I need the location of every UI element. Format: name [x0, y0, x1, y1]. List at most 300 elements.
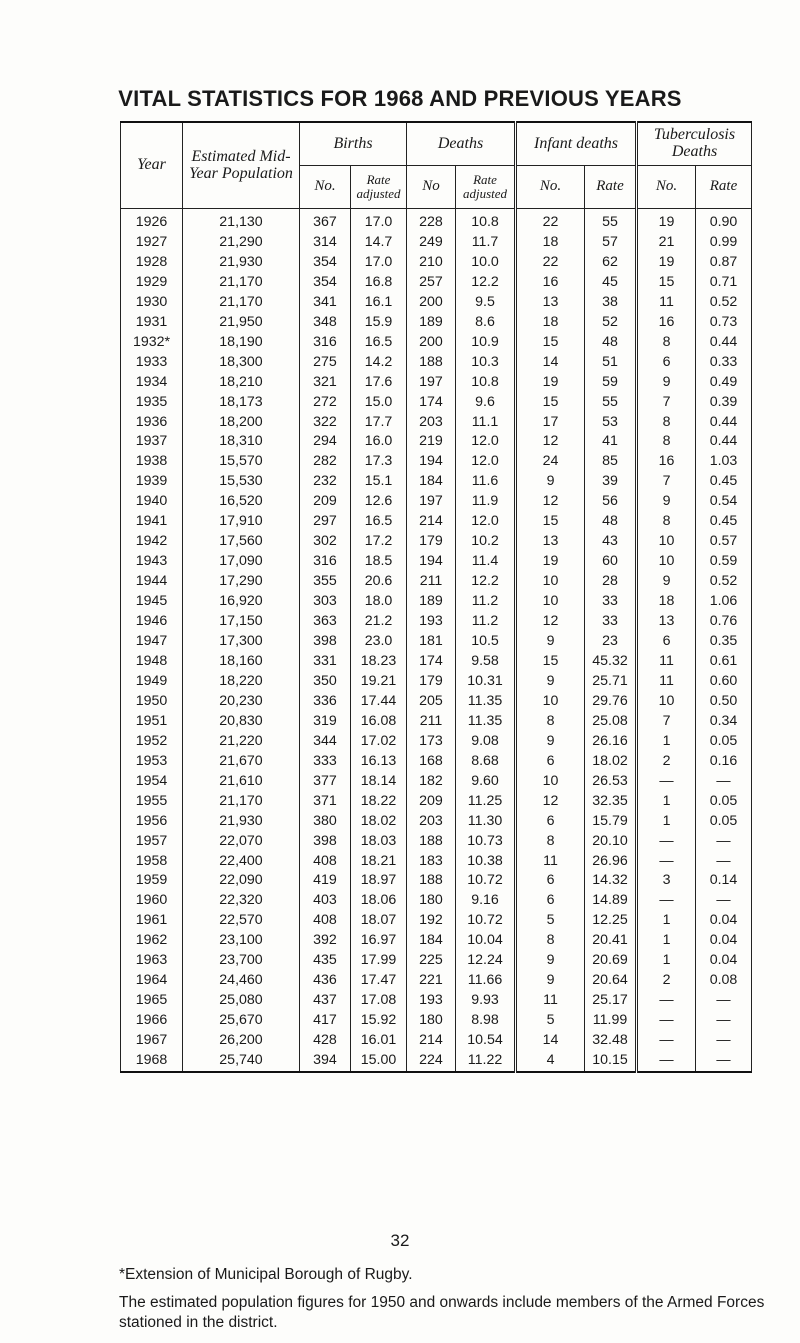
cell-infant-rate: 14.89	[585, 891, 637, 911]
cell-infant-rate: 20.10	[585, 832, 637, 852]
cell-births-rate: 21.2	[351, 612, 407, 632]
cell-infant-rate: 57	[585, 233, 637, 253]
header-births: Births	[300, 122, 407, 166]
cell-tb-no: 18	[637, 592, 696, 612]
cell-tb-no: 9	[637, 572, 696, 592]
cell-year: 1939	[121, 472, 183, 492]
cell-tb-no: 11	[637, 293, 696, 313]
cell-infant-no: 8	[516, 832, 585, 852]
cell-infant-no: 18	[516, 233, 585, 253]
cell-births-rate: 17.2	[351, 532, 407, 552]
cell-births-rate: 15.00	[351, 1051, 407, 1072]
cell-births-rate: 18.02	[351, 812, 407, 832]
table-row	[121, 512, 752, 532]
cell-births-rate: 18.0	[351, 592, 407, 612]
cell-year: 1964	[121, 971, 183, 991]
cell-deaths-no: 174	[407, 652, 456, 672]
cell-year: 1936	[121, 413, 183, 433]
table-row	[121, 991, 752, 1011]
cell-year: 1934	[121, 373, 183, 393]
cell-births-rate: 17.02	[351, 732, 407, 752]
cell-births-rate: 16.97	[351, 931, 407, 951]
table-row	[121, 891, 752, 911]
table-row	[121, 572, 752, 592]
cell-population: 25,080	[183, 991, 300, 1011]
cell-population: 21,170	[183, 792, 300, 812]
cell-population: 20,830	[183, 712, 300, 732]
cell-births-no: 435	[300, 951, 351, 971]
cell-deaths-rate: 10.54	[456, 1031, 516, 1051]
cell-population: 21,220	[183, 732, 300, 752]
table-row	[121, 532, 752, 552]
cell-births-rate: 18.22	[351, 792, 407, 812]
cell-births-rate: 18.97	[351, 871, 407, 891]
cell-deaths-no: 203	[407, 812, 456, 832]
cell-tb-no: 15	[637, 273, 696, 293]
cell-tb-rate: 0.71	[696, 273, 752, 293]
cell-infant-no: 10	[516, 592, 585, 612]
cell-tb-rate: 0.44	[696, 413, 752, 433]
cell-tb-rate: 0.35	[696, 632, 752, 652]
table-row	[121, 712, 752, 732]
cell-infant-rate: 12.25	[585, 911, 637, 931]
cell-population: 15,530	[183, 472, 300, 492]
cell-year: 1935	[121, 393, 183, 413]
cell-deaths-no: 211	[407, 712, 456, 732]
cell-population: 17,290	[183, 572, 300, 592]
cell-tb-rate: 0.16	[696, 752, 752, 772]
cell-infant-rate: 48	[585, 333, 637, 353]
cell-infant-no: 11	[516, 991, 585, 1011]
table-row	[121, 273, 752, 293]
cell-year: 1941	[121, 512, 183, 532]
cell-year: 1966	[121, 1011, 183, 1031]
cell-deaths-no: 219	[407, 432, 456, 452]
cell-deaths-no: 184	[407, 931, 456, 951]
table-row	[121, 692, 752, 712]
cell-infant-rate: 25.08	[585, 712, 637, 732]
cell-population: 18,173	[183, 393, 300, 413]
table-row	[121, 472, 752, 492]
cell-births-no: 331	[300, 652, 351, 672]
cell-births-rate: 17.08	[351, 991, 407, 1011]
cell-population: 26,200	[183, 1031, 300, 1051]
cell-deaths-no: 180	[407, 891, 456, 911]
cell-deaths-no: 188	[407, 871, 456, 891]
cell-tb-rate: 0.87	[696, 253, 752, 273]
table-row	[121, 832, 752, 852]
cell-population: 15,570	[183, 452, 300, 472]
cell-infant-no: 22	[516, 253, 585, 273]
cell-births-rate: 15.9	[351, 313, 407, 333]
cell-infant-no: 6	[516, 891, 585, 911]
cell-tb-no: 1	[637, 911, 696, 931]
cell-births-rate: 18.03	[351, 832, 407, 852]
cell-births-no: 209	[300, 492, 351, 512]
cell-births-no: 408	[300, 852, 351, 872]
cell-deaths-rate: 8.68	[456, 752, 516, 772]
cell-births-rate: 15.1	[351, 472, 407, 492]
cell-tb-rate: 0.14	[696, 871, 752, 891]
cell-population: 21,950	[183, 313, 300, 333]
cell-deaths-no: 184	[407, 472, 456, 492]
cell-infant-rate: 25.17	[585, 991, 637, 1011]
cell-population: 21,170	[183, 273, 300, 293]
cell-deaths-no: 257	[407, 273, 456, 293]
cell-infant-rate: 38	[585, 293, 637, 313]
cell-infant-no: 13	[516, 532, 585, 552]
cell-births-no: 350	[300, 672, 351, 692]
cell-tb-no: 1	[637, 931, 696, 951]
cell-infant-rate: 43	[585, 532, 637, 552]
cell-infant-no: 12	[516, 432, 585, 452]
cell-deaths-rate: 11.1	[456, 413, 516, 433]
page-number: 32	[390, 1231, 410, 1250]
cell-deaths-rate: 10.0	[456, 253, 516, 273]
cell-tb-no: 7	[637, 393, 696, 413]
cell-deaths-rate: 10.9	[456, 333, 516, 353]
header-infant-no: No.	[516, 166, 585, 209]
cell-year: 1967	[121, 1031, 183, 1051]
cell-births-no: 316	[300, 552, 351, 572]
cell-population: 21,170	[183, 293, 300, 313]
cell-births-no: 272	[300, 393, 351, 413]
cell-tb-rate: —	[696, 991, 752, 1011]
cell-births-rate: 20.6	[351, 572, 407, 592]
cell-births-no: 316	[300, 333, 351, 353]
cell-deaths-no: 210	[407, 253, 456, 273]
cell-births-rate: 18.5	[351, 552, 407, 572]
cell-infant-no: 6	[516, 871, 585, 891]
cell-tb-rate: 0.05	[696, 792, 752, 812]
cell-tb-no: 6	[637, 353, 696, 373]
cell-deaths-rate: 10.3	[456, 353, 516, 373]
cell-births-rate: 14.2	[351, 353, 407, 373]
cell-deaths-no: 209	[407, 792, 456, 812]
cell-population: 17,560	[183, 532, 300, 552]
cell-tb-no: 16	[637, 313, 696, 333]
cell-births-no: 363	[300, 612, 351, 632]
cell-tb-no: —	[637, 852, 696, 872]
cell-tb-rate: 0.60	[696, 672, 752, 692]
cell-births-rate: 16.5	[351, 512, 407, 532]
header-year: Year	[121, 122, 183, 209]
cell-births-no: 437	[300, 991, 351, 1011]
cell-population: 17,090	[183, 552, 300, 572]
table-row	[121, 353, 752, 373]
cell-births-rate: 12.6	[351, 492, 407, 512]
cell-tb-no: 1	[637, 951, 696, 971]
table-row	[121, 951, 752, 971]
cell-deaths-rate: 11.6	[456, 472, 516, 492]
cell-deaths-no: 183	[407, 852, 456, 872]
cell-deaths-rate: 11.7	[456, 233, 516, 253]
cell-deaths-rate: 10.8	[456, 209, 516, 233]
cell-deaths-no: 249	[407, 233, 456, 253]
cell-tb-no: 7	[637, 472, 696, 492]
cell-year: 1955	[121, 792, 183, 812]
cell-year: 1944	[121, 572, 183, 592]
cell-deaths-no: 179	[407, 672, 456, 692]
cell-population: 21,610	[183, 772, 300, 792]
cell-deaths-no: 179	[407, 532, 456, 552]
table-row	[121, 632, 752, 652]
cell-deaths-rate: 10.38	[456, 852, 516, 872]
cell-deaths-no: 180	[407, 1011, 456, 1031]
table-row	[121, 812, 752, 832]
cell-births-rate: 16.8	[351, 273, 407, 293]
table-row	[121, 1051, 752, 1072]
cell-population: 18,210	[183, 373, 300, 393]
cell-tb-rate: —	[696, 1051, 752, 1072]
table-row	[121, 209, 752, 233]
cell-infant-rate: 41	[585, 432, 637, 452]
cell-infant-no: 9	[516, 732, 585, 752]
cell-infant-no: 24	[516, 452, 585, 472]
cell-year: 1963	[121, 951, 183, 971]
cell-tb-rate: 0.34	[696, 712, 752, 732]
table-row	[121, 612, 752, 632]
cell-births-no: 377	[300, 772, 351, 792]
cell-year: 1952	[121, 732, 183, 752]
cell-deaths-rate: 10.73	[456, 832, 516, 852]
cell-births-rate: 15.92	[351, 1011, 407, 1031]
cell-population: 22,570	[183, 911, 300, 931]
cell-infant-no: 9	[516, 971, 585, 991]
cell-year: 1938	[121, 452, 183, 472]
cell-births-rate: 16.13	[351, 752, 407, 772]
cell-infant-rate: 25.71	[585, 672, 637, 692]
cell-deaths-rate: 11.30	[456, 812, 516, 832]
cell-births-no: 355	[300, 572, 351, 592]
cell-tb-no: —	[637, 772, 696, 792]
cell-births-no: 275	[300, 353, 351, 373]
cell-infant-rate: 53	[585, 413, 637, 433]
cell-year: 1942	[121, 532, 183, 552]
cell-deaths-rate: 12.2	[456, 273, 516, 293]
cell-tb-rate: 1.03	[696, 452, 752, 472]
cell-infant-no: 10	[516, 692, 585, 712]
cell-infant-no: 5	[516, 911, 585, 931]
cell-tb-no: 2	[637, 752, 696, 772]
cell-infant-rate: 55	[585, 393, 637, 413]
cell-births-no: 232	[300, 472, 351, 492]
cell-year: 1968	[121, 1051, 183, 1072]
cell-tb-rate: 0.04	[696, 931, 752, 951]
header-births-no: No.	[300, 166, 351, 209]
header-deaths: Deaths	[407, 122, 516, 166]
cell-infant-no: 9	[516, 472, 585, 492]
footnote: *Extension of Municipal Borough of Rugby.	[119, 1266, 413, 1283]
cell-infant-rate: 48	[585, 512, 637, 532]
cell-year: 1962	[121, 931, 183, 951]
table-row	[121, 333, 752, 353]
cell-births-rate: 16.0	[351, 432, 407, 452]
cell-births-rate: 17.99	[351, 951, 407, 971]
cell-tb-no: 8	[637, 333, 696, 353]
cell-births-no: 408	[300, 911, 351, 931]
cell-births-rate: 17.6	[351, 373, 407, 393]
cell-year: 1946	[121, 612, 183, 632]
cell-infant-rate: 14.32	[585, 871, 637, 891]
cell-deaths-no: 225	[407, 951, 456, 971]
cell-tb-no: 9	[637, 492, 696, 512]
cell-infant-no: 18	[516, 313, 585, 333]
cell-births-rate: 15.0	[351, 393, 407, 413]
cell-infant-rate: 85	[585, 452, 637, 472]
table-row	[121, 1031, 752, 1051]
cell-infant-rate: 26.16	[585, 732, 637, 752]
cell-deaths-rate: 12.0	[456, 432, 516, 452]
cell-deaths-rate: 10.04	[456, 931, 516, 951]
cell-year: 1948	[121, 652, 183, 672]
cell-infant-rate: 55	[585, 209, 637, 233]
cell-deaths-no: 197	[407, 492, 456, 512]
cell-births-rate: 17.7	[351, 413, 407, 433]
cell-births-no: 294	[300, 432, 351, 452]
cell-deaths-rate: 9.60	[456, 772, 516, 792]
cell-deaths-rate: 9.6	[456, 393, 516, 413]
cell-deaths-no: 224	[407, 1051, 456, 1072]
cell-year: 1933	[121, 353, 183, 373]
cell-tb-rate: 0.90	[696, 209, 752, 233]
table-row	[121, 871, 752, 891]
cell-tb-no: —	[637, 832, 696, 852]
cell-tb-rate: 0.44	[696, 432, 752, 452]
cell-tb-rate: —	[696, 891, 752, 911]
cell-deaths-rate: 12.2	[456, 572, 516, 592]
cell-tb-rate: —	[696, 852, 752, 872]
table-row	[121, 592, 752, 612]
cell-tb-no: 2	[637, 971, 696, 991]
cell-infant-rate: 11.99	[585, 1011, 637, 1031]
cell-births-no: 371	[300, 792, 351, 812]
cell-infant-no: 22	[516, 209, 585, 233]
cell-population: 25,670	[183, 1011, 300, 1031]
cell-births-no: 392	[300, 931, 351, 951]
cell-infant-no: 8	[516, 931, 585, 951]
cell-tb-rate: 0.04	[696, 911, 752, 931]
cell-population: 22,400	[183, 852, 300, 872]
cell-year: 1961	[121, 911, 183, 931]
table-row	[121, 293, 752, 313]
cell-tb-rate: 0.45	[696, 472, 752, 492]
cell-infant-no: 19	[516, 373, 585, 393]
cell-year: 1951	[121, 712, 183, 732]
cell-tb-no: 1	[637, 732, 696, 752]
cell-births-no: 321	[300, 373, 351, 393]
cell-infant-rate: 52	[585, 313, 637, 333]
cell-tb-no: 7	[637, 712, 696, 732]
cell-infant-no: 9	[516, 951, 585, 971]
cell-deaths-rate: 11.35	[456, 692, 516, 712]
cell-infant-rate: 32.48	[585, 1031, 637, 1051]
table-row	[121, 233, 752, 253]
cell-tb-rate: 0.61	[696, 652, 752, 672]
cell-deaths-rate: 10.5	[456, 632, 516, 652]
table-row	[121, 492, 752, 512]
cell-infant-no: 9	[516, 632, 585, 652]
cell-population: 21,670	[183, 752, 300, 772]
cell-year: 1927	[121, 233, 183, 253]
cell-births-rate: 16.01	[351, 1031, 407, 1051]
cell-deaths-rate: 8.6	[456, 313, 516, 333]
cell-infant-no: 15	[516, 512, 585, 532]
cell-tb-rate: 0.99	[696, 233, 752, 253]
cell-year: 1954	[121, 772, 183, 792]
cell-infant-no: 6	[516, 812, 585, 832]
table-row	[121, 792, 752, 812]
cell-tb-no: 10	[637, 532, 696, 552]
cell-deaths-no: 214	[407, 512, 456, 532]
cell-tb-no: —	[637, 891, 696, 911]
cell-year: 1950	[121, 692, 183, 712]
cell-deaths-rate: 11.9	[456, 492, 516, 512]
cell-deaths-no: 189	[407, 592, 456, 612]
cell-tb-rate: 0.04	[696, 951, 752, 971]
header-deaths-rate: Rate adjusted	[456, 166, 516, 209]
cell-tb-rate: 0.52	[696, 572, 752, 592]
table-row	[121, 971, 752, 991]
cell-tb-no: 11	[637, 672, 696, 692]
cell-births-no: 398	[300, 832, 351, 852]
cell-tb-no: —	[637, 1051, 696, 1072]
cell-population: 23,100	[183, 931, 300, 951]
cell-births-no: 417	[300, 1011, 351, 1031]
cell-population: 18,220	[183, 672, 300, 692]
table-row	[121, 772, 752, 792]
cell-infant-no: 19	[516, 552, 585, 572]
cell-year: 1953	[121, 752, 183, 772]
cell-deaths-no: 182	[407, 772, 456, 792]
cell-year: 1959	[121, 871, 183, 891]
cell-births-rate: 17.0	[351, 253, 407, 273]
cell-deaths-no: 203	[407, 413, 456, 433]
header-tuberculosis-deaths: Tuberculosis Deaths	[637, 122, 752, 166]
cell-infant-rate: 23	[585, 632, 637, 652]
cell-deaths-rate: 9.5	[456, 293, 516, 313]
cell-births-no: 319	[300, 712, 351, 732]
cell-tb-no: —	[637, 1011, 696, 1031]
cell-births-rate: 18.14	[351, 772, 407, 792]
cell-deaths-no: 189	[407, 313, 456, 333]
cell-births-rate: 16.5	[351, 333, 407, 353]
cell-infant-rate: 26.53	[585, 772, 637, 792]
cell-deaths-rate: 11.2	[456, 612, 516, 632]
cell-deaths-no: 221	[407, 971, 456, 991]
cell-infant-no: 14	[516, 1031, 585, 1051]
cell-population: 18,200	[183, 413, 300, 433]
cell-deaths-no: 193	[407, 612, 456, 632]
cell-tb-rate: 0.05	[696, 732, 752, 752]
cell-infant-rate: 45.32	[585, 652, 637, 672]
cell-year: 1947	[121, 632, 183, 652]
cell-year: 1957	[121, 832, 183, 852]
cell-births-rate: 23.0	[351, 632, 407, 652]
table-row	[121, 313, 752, 333]
cell-tb-no: 8	[637, 413, 696, 433]
cell-births-rate: 19.21	[351, 672, 407, 692]
cell-tb-no: 3	[637, 871, 696, 891]
cell-births-rate: 18.07	[351, 911, 407, 931]
cell-infant-rate: 33	[585, 592, 637, 612]
cell-year: 1958	[121, 852, 183, 872]
cell-births-no: 419	[300, 871, 351, 891]
cell-deaths-rate: 9.58	[456, 652, 516, 672]
cell-infant-rate: 32.35	[585, 792, 637, 812]
cell-tb-rate: 0.76	[696, 612, 752, 632]
cell-tb-no: 11	[637, 652, 696, 672]
